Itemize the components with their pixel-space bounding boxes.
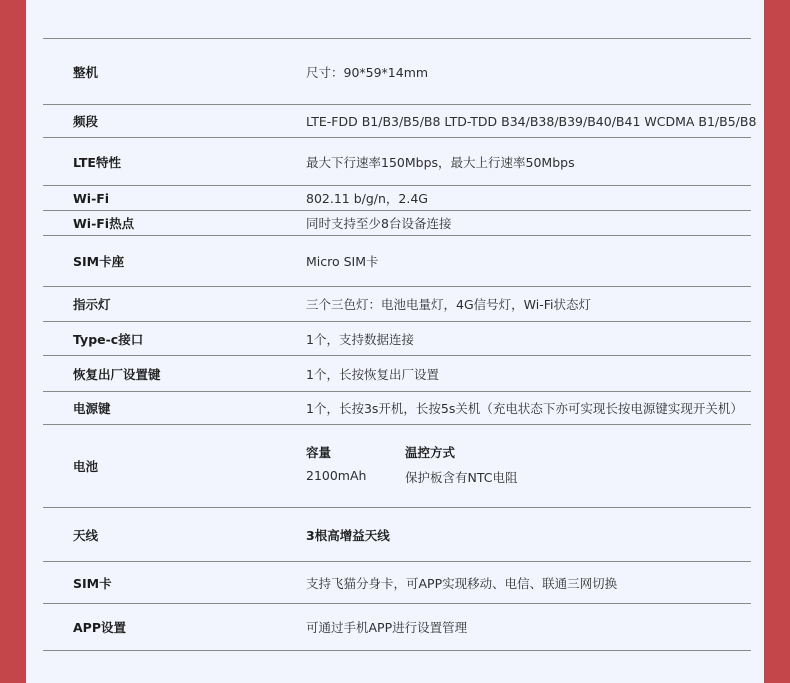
spec-value: 同时支持至少8台设备连接 xyxy=(306,216,452,231)
spec-table xyxy=(43,38,757,651)
spec-label: 频段 xyxy=(73,114,99,129)
battery-capacity-value: 2100mAh xyxy=(306,468,367,483)
spec-value: 最大下行速率150Mbps，最大上行速率50Mbps xyxy=(306,154,575,170)
spec-value: 1个，支持数据连接 xyxy=(306,331,414,347)
spec-label: 整机 xyxy=(73,64,99,80)
spec-value: Micro SIM卡 xyxy=(306,254,379,269)
spec-label: Type-c接口 xyxy=(73,331,144,347)
spec-row-typec xyxy=(43,321,751,355)
spec-row-indicator xyxy=(43,286,751,321)
spec-value: 可通过手机APP进行设置管理 xyxy=(306,620,468,635)
spec-label: 恢复出厂设置键 xyxy=(73,366,161,382)
spec-label: 电池 xyxy=(73,459,99,474)
spec-label: SIM卡座 xyxy=(73,254,125,269)
spec-value: 1个，长按3s开机，长按5s关机（充电状态下亦可实现长按电源键实现开关机） xyxy=(306,401,743,416)
spec-row-bands xyxy=(43,104,757,137)
battery-thermal-value: 保护板含有NTC电阻 xyxy=(405,470,518,485)
spec-row-battery xyxy=(43,424,751,507)
spec-value: 802.11 b/g/n，2.4G xyxy=(306,191,428,206)
spec-value: LTE-FDD B1/B3/B5/B8 LTD-TDD B34/B38/B39/B40/B41 WCDMA B1/B5/B8 xyxy=(306,113,757,129)
spec-value: 3根高增益天线 xyxy=(306,527,390,543)
battery-capacity-header: 容量 xyxy=(306,445,332,460)
spec-panel xyxy=(26,0,764,683)
spec-value: 尺寸：90*59*14mm xyxy=(306,64,429,80)
spec-label: 电源键 xyxy=(73,401,111,416)
spec-row-sim-card xyxy=(43,561,751,603)
spec-row-reset xyxy=(43,355,751,391)
spec-row-power xyxy=(43,391,751,424)
spec-label: LTE特性 xyxy=(73,154,121,170)
spec-row-wifi xyxy=(43,185,751,210)
spec-value: 1个，长按恢复出厂设置 xyxy=(306,366,439,382)
spec-label: 天线 xyxy=(73,527,99,543)
spec-row-device xyxy=(43,38,751,104)
spec-row-app xyxy=(43,603,751,651)
spec-label: Wi-Fi热点 xyxy=(73,216,135,231)
spec-label: SIM卡 xyxy=(73,575,112,591)
spec-label: Wi-Fi xyxy=(73,190,110,206)
spec-row-lte xyxy=(43,137,751,185)
spec-label: APP设置 xyxy=(73,620,126,635)
spec-value: 支持飞猫分身卡，可APP实现移动、电信、联通三网切换 xyxy=(306,575,618,591)
spec-row-hotspot xyxy=(43,210,751,235)
spec-row-antenna xyxy=(43,507,751,561)
spec-value: 三个三色灯：电池电量灯，4G信号灯，Wi-Fi状态灯 xyxy=(306,297,591,312)
spec-label: 指示灯 xyxy=(73,297,111,312)
spec-row-sim-slot xyxy=(43,235,751,286)
battery-thermal-header: 温控方式 xyxy=(405,445,456,460)
